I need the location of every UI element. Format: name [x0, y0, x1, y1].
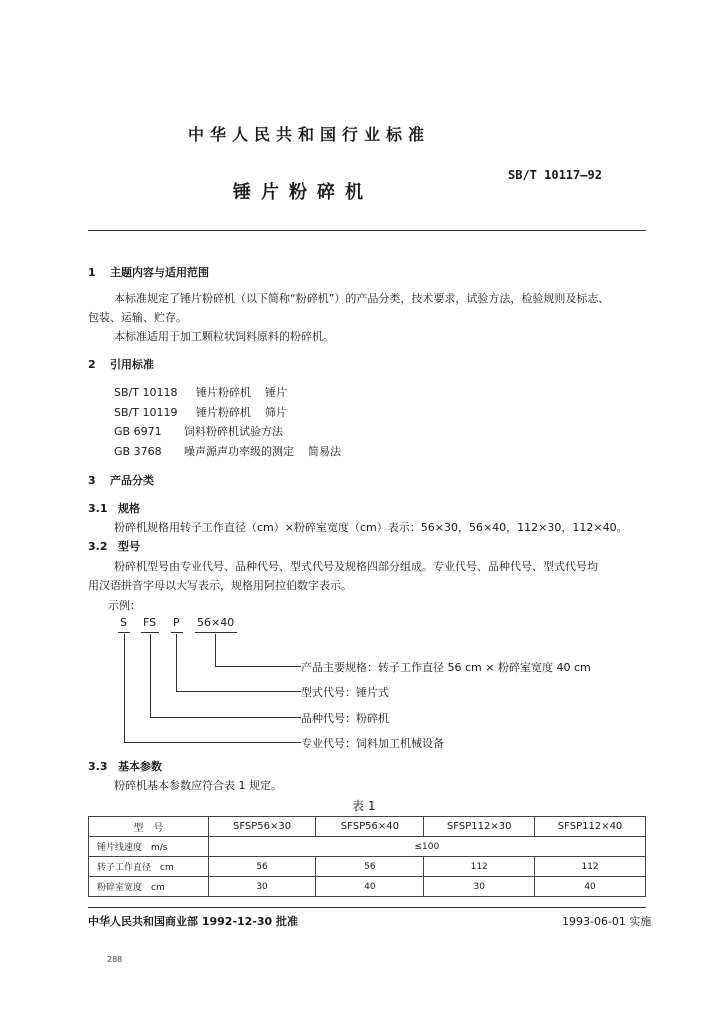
section-number: 1 — [88, 266, 96, 279]
subsection-3-1-heading — [88, 500, 140, 516]
table-header-row — [89, 817, 646, 837]
table-row-label: 粉碎室宽度 cm — [89, 877, 209, 897]
reference-name: 锤片粉碎机 — [196, 386, 251, 399]
subsection-title: 基本参数 — [118, 760, 162, 773]
example-connector-profession — [124, 634, 125, 742]
example-connector-profession — [124, 742, 301, 743]
reference-part: 筛片 — [265, 406, 287, 419]
section-number: 2 — [88, 358, 96, 371]
page-number: 288 — [107, 955, 123, 964]
example-label: 示例： — [108, 599, 141, 612]
table-row-label: 转子工作直径 cm — [89, 857, 209, 877]
example-connector-spec — [215, 666, 301, 667]
section-number: 3 — [88, 474, 96, 487]
subsection-number: 3.2 — [88, 540, 108, 553]
section-1-heading — [88, 264, 209, 280]
table-cell: 40 — [535, 877, 646, 897]
section-3-heading — [88, 472, 154, 488]
table-header-cell: SFSP112×30 — [424, 817, 535, 837]
reference-item — [114, 384, 287, 400]
section-2-heading — [88, 356, 154, 372]
section-1-paragraph-1-line-2: 包装、运输、贮存。 — [88, 311, 187, 324]
table-cell: 112 — [424, 857, 535, 877]
table-cell: ≤100 — [208, 837, 645, 857]
table-cell: 30 — [424, 877, 535, 897]
reference-code: SB/T 10119 — [114, 406, 178, 419]
table-header-cell: 型 号 — [89, 817, 209, 837]
subsection-number: 3.3 — [88, 760, 108, 773]
example-label-spec: 产品主要规格：转子工作直径 56 cm × 粉碎室宽度 40 cm — [301, 661, 591, 674]
section-title: 产品分类 — [110, 474, 154, 487]
example-connector-type — [176, 634, 177, 691]
example-connector-spec — [215, 634, 216, 666]
example-code-p: P — [173, 616, 180, 629]
table-cell: 56 — [316, 857, 424, 877]
example-label-profession: 专业代号：饲料加工机械设备 — [301, 737, 444, 750]
subsection-title: 规格 — [118, 502, 140, 515]
table-cell: 40 — [316, 877, 424, 897]
example-underline — [195, 632, 237, 633]
footer-divider — [88, 907, 646, 908]
example-code-s: S — [120, 616, 127, 629]
subsection-3-3-heading — [88, 758, 162, 774]
table-header-cell: SFSP56×30 — [208, 817, 316, 837]
effective-date: 1993-06-01 实施 — [562, 915, 652, 928]
example-underline — [171, 632, 183, 633]
table-caption: 表 1 — [352, 799, 376, 813]
example-code-fs: FS — [143, 616, 157, 629]
section-title: 引用标准 — [110, 358, 154, 371]
reference-code: GB 6971 — [114, 425, 162, 438]
example-connector-variety — [150, 717, 301, 718]
header-divider — [88, 230, 646, 231]
reference-part: 锤片 — [265, 386, 287, 399]
table-cell: 56 — [208, 857, 316, 877]
reference-item — [114, 443, 341, 459]
reference-item — [114, 423, 283, 439]
approval-statement: 中华人民共和国商业部 1992-12-30 批准 — [88, 915, 299, 928]
subsection-title: 型号 — [118, 540, 140, 553]
section-title: 主题内容与适用范围 — [110, 266, 209, 279]
subsection-3-2-heading — [88, 538, 140, 554]
document-title: 锤片粉碎机 — [233, 182, 373, 203]
reference-code: GB 3768 — [114, 445, 162, 458]
example-connector-type — [176, 691, 301, 692]
table-row-label: 锤片线速度 m/s — [89, 837, 209, 857]
section-1-paragraph-1-line-1: 本标准规定了锤片粉碎机（以下简称“粉碎机”）的产品分类，技术要求，试验方法，检验规则及标志、 — [114, 292, 610, 305]
example-label-variety: 品种代号：粉碎机 — [301, 712, 389, 725]
table-header-cell: SFSP56×40 — [316, 817, 424, 837]
reference-name: 锤片粉碎机 — [196, 406, 251, 419]
standard-category-title: 中华人民共和国行业标准 — [188, 125, 431, 144]
subsection-3-2-line-2: 用汉语拼音字母以大写表示，规格用阿拉伯数字表示。 — [88, 579, 352, 592]
subsection-3-2-line-1: 粉碎机型号由专业代号、品种代号、型式代号及规格四部分组成。专业代号、品种代号、型式代号均 — [114, 560, 598, 573]
example-code-spec: 56×40 — [197, 616, 235, 629]
section-1-paragraph-2: 本标准适用于加工颗粒状饲料原料的粉碎机。 — [114, 330, 334, 343]
subsection-3-1-text: 粉碎机规格用转子工作直径（cm）×粉碎室宽度（cm）表示：56×30，56×40，112×30，112×40。 — [114, 521, 628, 534]
table-cell: 112 — [535, 857, 646, 877]
table-cell: 30 — [208, 877, 316, 897]
table-row — [89, 837, 646, 857]
subsection-3-3-text: 粉碎机基本参数应符合表 1 规定。 — [114, 779, 282, 792]
subsection-number: 3.1 — [88, 502, 108, 515]
example-label-type: 型式代号：锤片式 — [301, 686, 389, 699]
example-connector-variety — [150, 634, 151, 717]
example-underline — [118, 632, 130, 633]
reference-part: 简易法 — [308, 445, 341, 458]
table-header-cell: SFSP112×40 — [535, 817, 646, 837]
reference-name: 饲料粉碎机试验方法 — [184, 425, 283, 438]
example-underline — [141, 632, 159, 633]
reference-item — [114, 404, 287, 420]
table-row — [89, 857, 646, 877]
reference-name: 噪声源声功率级的测定 — [184, 445, 294, 458]
reference-code: SB/T 10118 — [114, 386, 178, 399]
table-row — [89, 877, 646, 897]
parameters-table — [88, 816, 646, 897]
standard-number: SB/T 10117—92 — [508, 168, 602, 182]
